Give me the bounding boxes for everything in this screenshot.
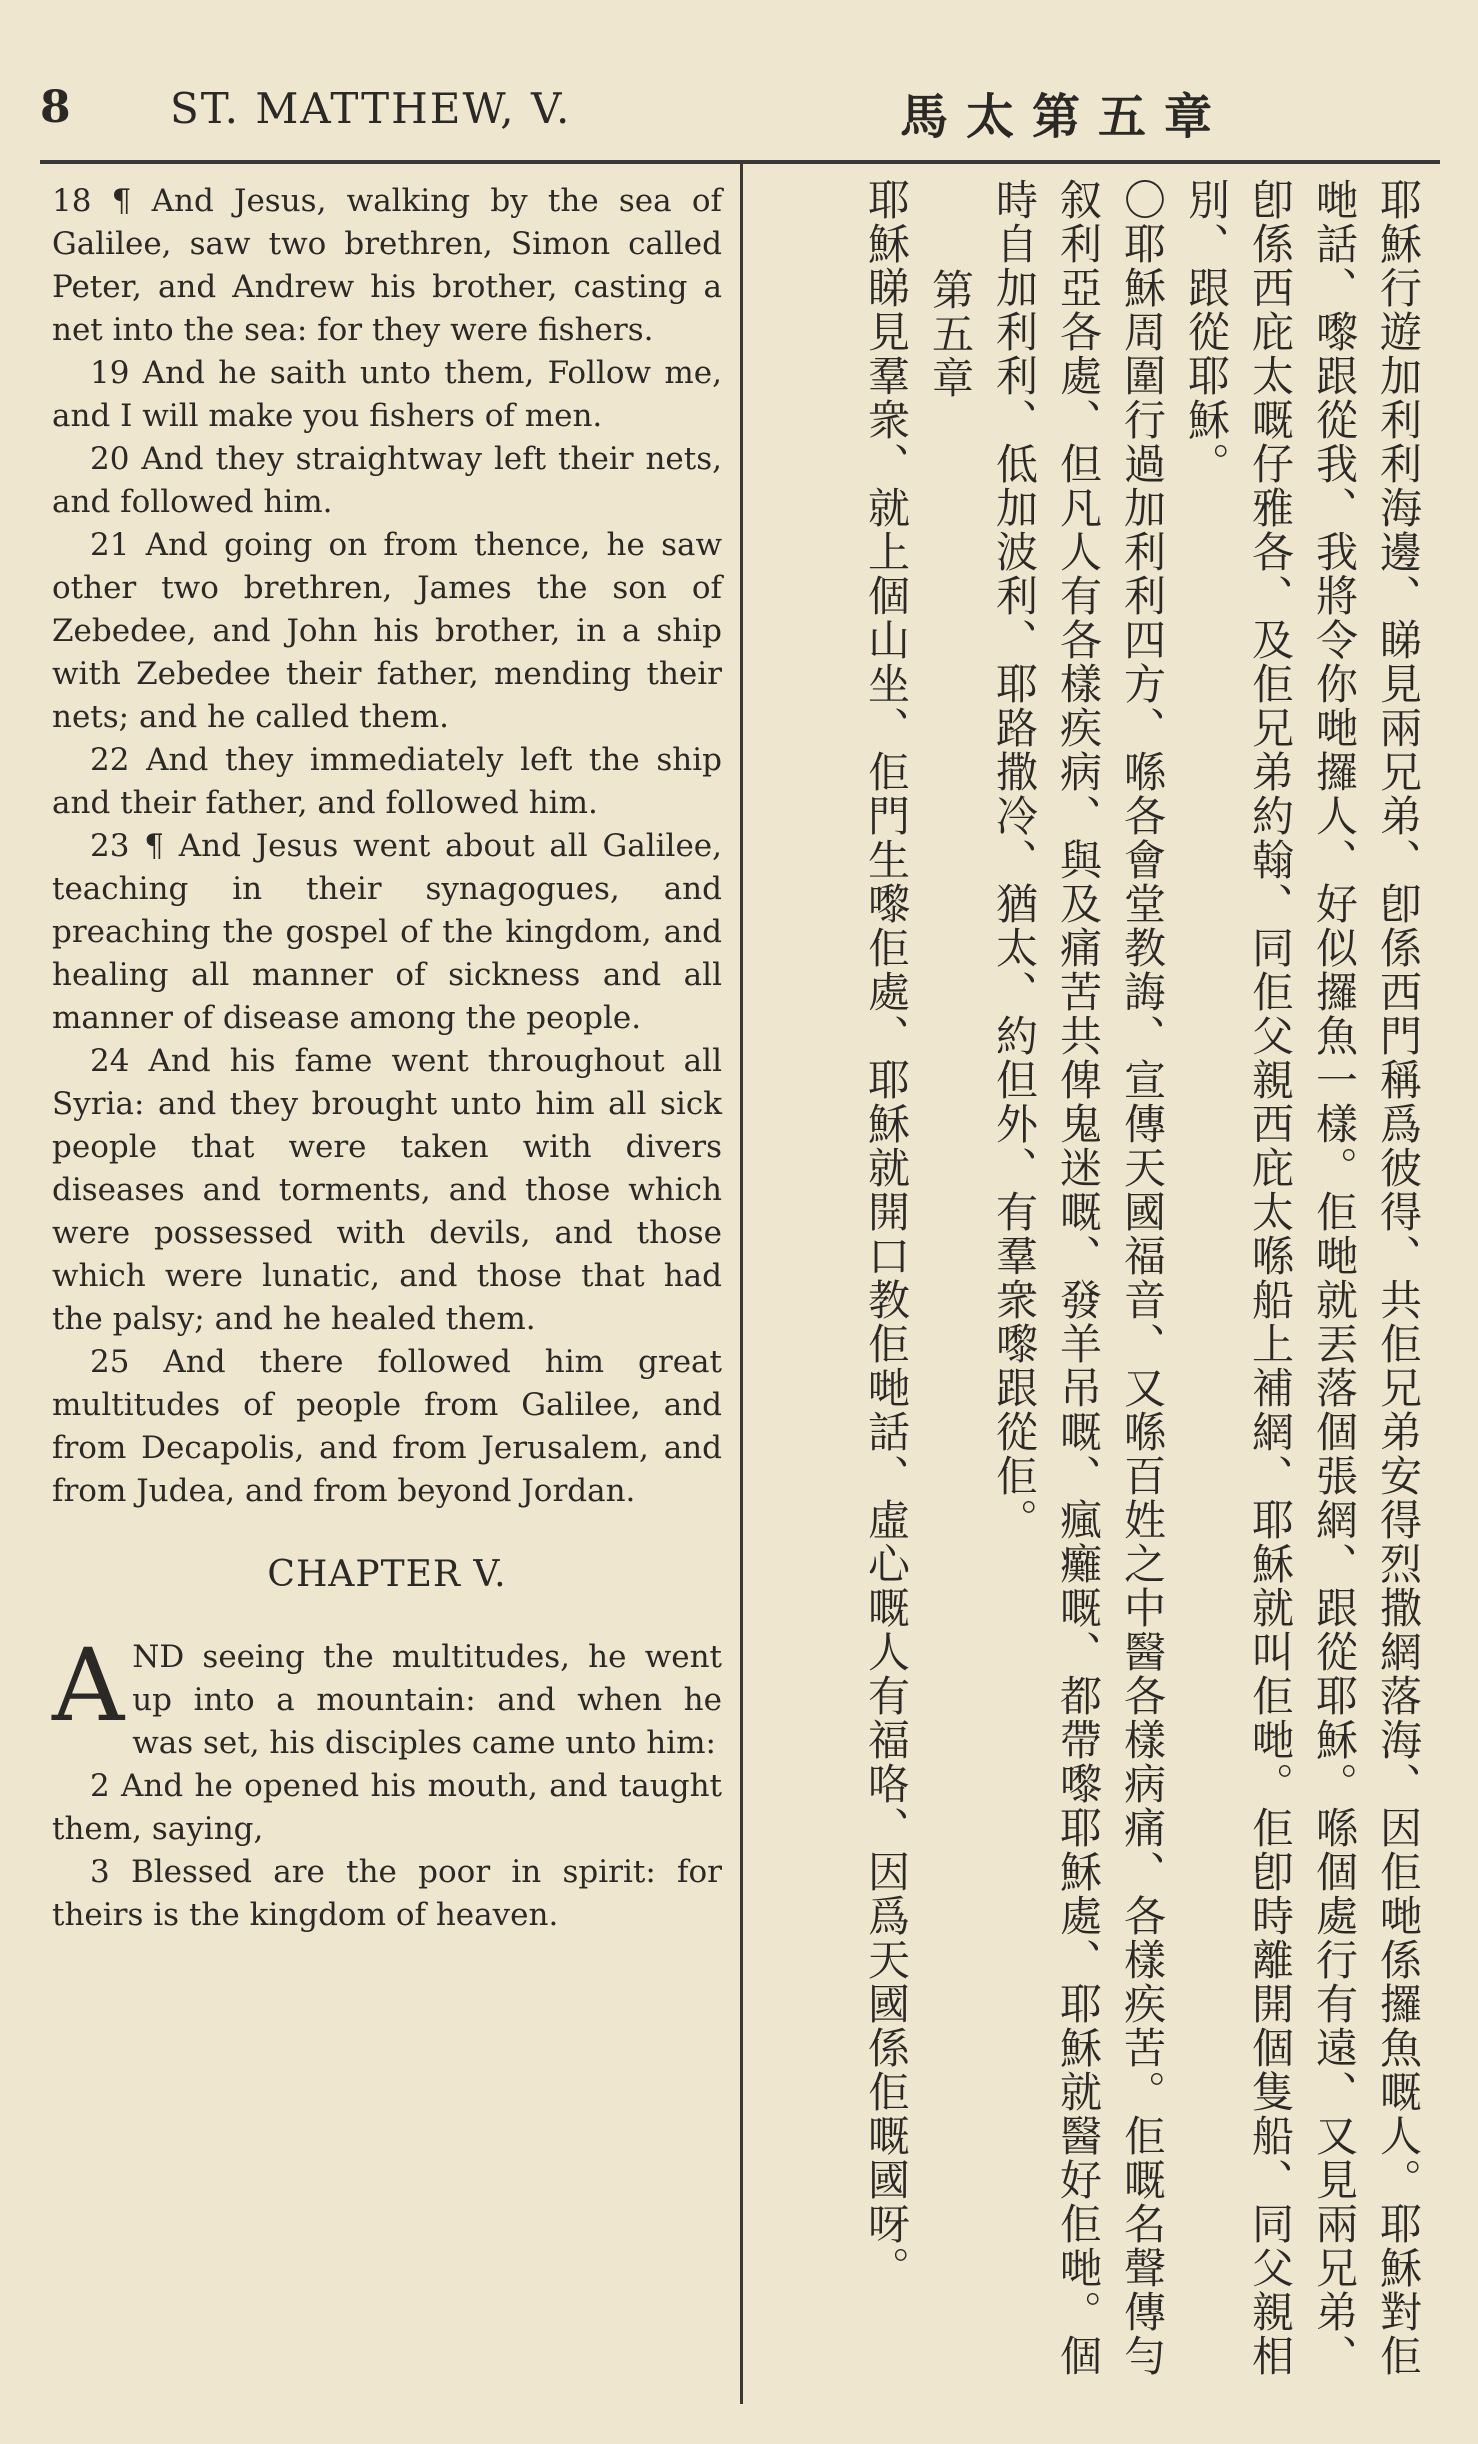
chinese-chapter-heading: 第五章 bbox=[926, 268, 975, 400]
chapter-heading: CHAPTER V. bbox=[267, 1554, 507, 1595]
verse-18: 18 ¶ And Jesus, walking by the sea of Galilee, saw two brethren, Simon called Peter, and Andrew his brother, casting a net into the sea: for they were fishers. bbox=[52, 183, 722, 348]
page-header bbox=[0, 0, 1478, 150]
chinese-column bbox=[760, 178, 1430, 2398]
page-number: 8 bbox=[40, 82, 71, 133]
column-divider bbox=[740, 164, 743, 2404]
chinese-passage-3: 耶穌睇見羣衆、就上個山坐、佢門生嚟佢處、耶穌就開口教佢哋話、虛心嘅人有福咯、因爲天國係佢嘅國呀。 bbox=[862, 178, 911, 2290]
verse-19: 19 And he saith unto them, Follow me, and I will make you fishers of men. bbox=[52, 355, 722, 434]
drop-cap: A bbox=[52, 1627, 125, 1744]
verse-24: 24 And his fame went throughout all Syria: and they brought unto him all sick people that were taken with divers diseases and torments, and those which were possessed with devils, and those which were lunatic, and those that had the palsy; and he healed them. bbox=[52, 1043, 722, 1337]
english-column bbox=[52, 180, 722, 1937]
verse-20: 20 And they straightway left their nets, and followed him. bbox=[52, 441, 722, 520]
running-title: ST. MATTHEW, V. bbox=[170, 84, 572, 133]
verse-21: 21 And going on from thence, he saw other two brethren, James the son of Zebedee, and John his brother, in a ship with Zebedee their father, mending their nets; and he called them. bbox=[52, 527, 722, 735]
chapter5-verse-3: 3 Blessed are the poor in spirit: for theirs is the kingdom of heaven. bbox=[52, 1854, 722, 1933]
chinese-passage-1: 耶穌行遊加利利海邊、睇見兩兄弟、卽係西門稱爲彼得、共佢兄弟安得烈撒網落海、因佢哋係攞魚嘅人。耶穌對佢哋話、嚟跟從我、我將令你哋攞人、好似攞魚一樣。佢哋就丟落個張網、跟從耶穌。喺個處行有遠、又見兩兄弟、卽係西庇太嘅仔雅各、及佢兄弟約翰、同佢父親西庇太喺船上補網、耶穌就叫佢哋。佢卽時離開個隻船、同父親相別、跟從耶穌。 bbox=[1182, 178, 1423, 2378]
chinese-passage-2: 〇耶穌周圍行過加利利四方、喺各會堂教誨、宣傳天國福音、又喺百姓之中醫各樣病痛、各樣疾苦。佢嘅名聲傳勻叙利亞各處、但凡人有各樣疾病、與及痛苦共俾鬼迷嘅、發羊吊嘅、瘋癱嘅、都帶嚟耶穌處、耶穌就醫好佢哋。個時自加利利、低加波利、耶路撒冷、猶太、約但外、有羣衆嚟跟從佢。 bbox=[990, 178, 1167, 2378]
chapter5-verse-1 bbox=[52, 1627, 722, 1765]
verse-23: 23 ¶ And Jesus went about all Galilee, teaching in their synagogues, and preaching the gospel of the kingdom, and healing all manner of sickness and all manner of disease among the people. bbox=[52, 828, 722, 1036]
chinese-running-title: 馬太第五章 bbox=[900, 89, 1231, 145]
verse-22: 22 And they immediately left the ship and their father, and followed him. bbox=[52, 742, 722, 821]
chapter5-verse-2: 2 And he opened his mouth, and taught them, saying, bbox=[52, 1768, 722, 1847]
verse-25: 25 And there followed him great multitudes of people from Galilee, and from Decapolis, and from Jerusalem, and from Judea, and from beyond Jordan. bbox=[52, 1344, 722, 1509]
chapter5-verse-1-text: ND seeing the multitudes, he went up into a mountain: and when he was set, his disciples came unto him: bbox=[132, 1639, 722, 1761]
